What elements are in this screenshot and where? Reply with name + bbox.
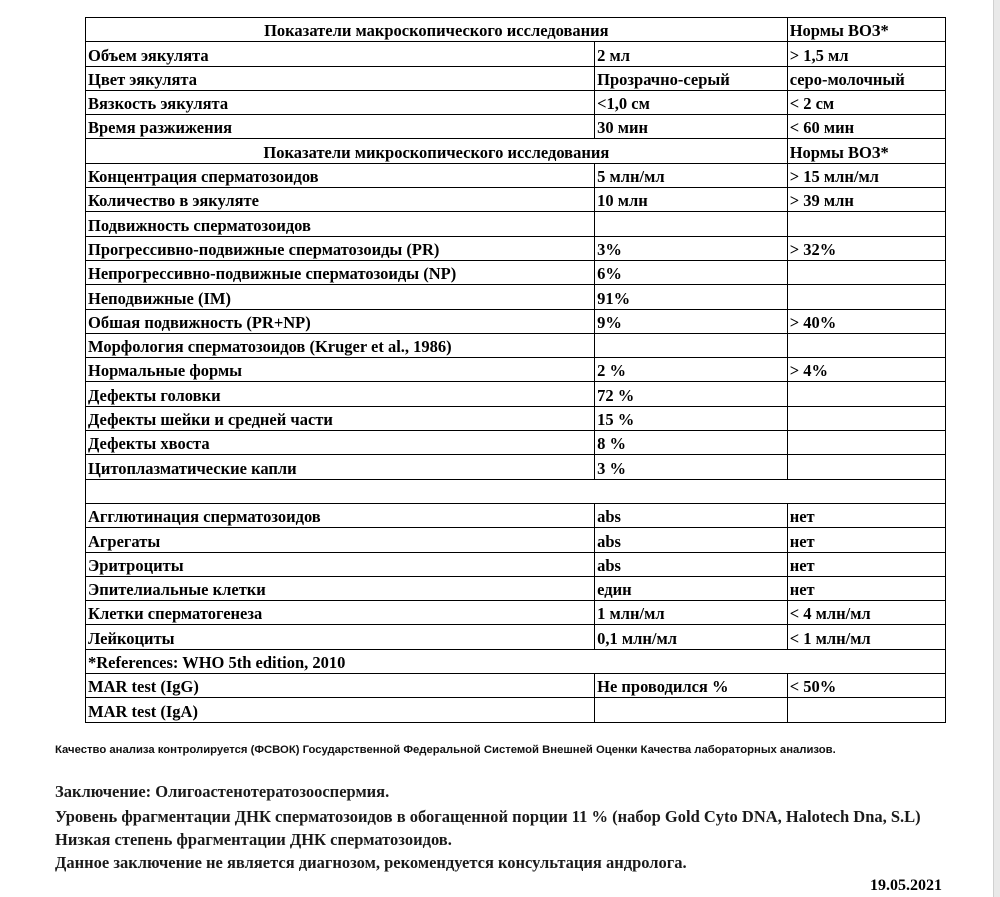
table-row bbox=[86, 212, 946, 236]
table-cell: Дефекты головки bbox=[86, 382, 595, 406]
table-row bbox=[86, 601, 946, 625]
table-cell: Дефекты хвоста bbox=[86, 431, 595, 455]
table-cell: abs bbox=[595, 503, 788, 527]
table-cell: < 1 млн/мл bbox=[787, 625, 945, 649]
table-cell: Нормальные формы bbox=[86, 358, 595, 382]
table-row bbox=[86, 698, 946, 722]
table-cell: < 50% bbox=[787, 674, 945, 698]
table-cell bbox=[787, 212, 945, 236]
table-cell: Количество в эякуляте bbox=[86, 188, 595, 212]
table-cell: <1,0 см bbox=[595, 90, 788, 114]
table-cell: Подвижность сперматозоидов bbox=[86, 212, 595, 236]
table-cell bbox=[787, 382, 945, 406]
table-cell: Вязкость эякулята bbox=[86, 90, 595, 114]
table-row bbox=[86, 333, 946, 357]
disclaimer: Данное заключение не является диагнозом, рекомендуется консультация андролога. bbox=[55, 853, 687, 872]
table-cell bbox=[595, 698, 788, 722]
table-cell: 1 млн/мл bbox=[595, 601, 788, 625]
table-row bbox=[86, 188, 946, 212]
table-cell: серо-молочный bbox=[787, 66, 945, 90]
table-cell: MAR test (IgA) bbox=[86, 698, 595, 722]
table-cell: > 32% bbox=[787, 236, 945, 260]
table-cell: 5 млн/мл bbox=[595, 163, 788, 187]
conclusion: Заключение: Олигоастенотератозооспермия. bbox=[55, 782, 390, 801]
table-cell: Дефекты шейки и средней части bbox=[86, 406, 595, 430]
table-cell: Непрогрессивно-подвижные сперматозоиды (NP) bbox=[86, 260, 595, 284]
table-cell: Клетки сперматогенеза bbox=[86, 601, 595, 625]
table-cell: Морфология сперматозоидов (Kruger et al., 1986) bbox=[86, 333, 595, 357]
table-cell: 91% bbox=[595, 285, 788, 309]
table-row bbox=[86, 503, 946, 527]
table-cell: 10 млн bbox=[595, 188, 788, 212]
table-cell: 8 % bbox=[595, 431, 788, 455]
table-row bbox=[86, 552, 946, 576]
table-row bbox=[86, 139, 946, 163]
table-cell: нет bbox=[787, 552, 945, 576]
table-cell: Эпителиальные клетки bbox=[86, 576, 595, 600]
table-cell: *References: WHO 5th edition, 2010 bbox=[86, 649, 946, 673]
table-cell: Цвет эякулята bbox=[86, 66, 595, 90]
table-cell bbox=[787, 406, 945, 430]
table-cell: Обшая подвижность (PR+NP) bbox=[86, 309, 595, 333]
table-cell: MAR test (IgG) bbox=[86, 674, 595, 698]
table-cell: Нормы ВОЗ* bbox=[787, 18, 945, 42]
table-row bbox=[86, 236, 946, 260]
table-cell: Эритроциты bbox=[86, 552, 595, 576]
table-cell: Нормы ВОЗ* bbox=[787, 139, 945, 163]
report-date: 19.05.2021 bbox=[870, 877, 942, 894]
table-cell: > 15 млн/мл bbox=[787, 163, 945, 187]
table-row bbox=[86, 285, 946, 309]
table-cell: 2 % bbox=[595, 358, 788, 382]
table-row bbox=[86, 382, 946, 406]
table-row bbox=[86, 455, 946, 479]
table-cell: Агрегаты bbox=[86, 528, 595, 552]
table-cell bbox=[787, 431, 945, 455]
table-cell: нет bbox=[787, 528, 945, 552]
table-cell: Лейкоциты bbox=[86, 625, 595, 649]
table-cell: 0,1 млн/мл bbox=[595, 625, 788, 649]
table-cell: Прогрессивно-подвижные сперматозоиды (PR) bbox=[86, 236, 595, 260]
table-row bbox=[86, 260, 946, 284]
table-cell: един bbox=[595, 576, 788, 600]
table-cell bbox=[787, 455, 945, 479]
table-body bbox=[86, 18, 946, 723]
table-cell: > 1,5 мл bbox=[787, 42, 945, 66]
table-cell: нет bbox=[787, 503, 945, 527]
table-row bbox=[86, 163, 946, 187]
table-cell: 3% bbox=[595, 236, 788, 260]
table-cell bbox=[787, 285, 945, 309]
table-row bbox=[86, 309, 946, 333]
table-row bbox=[86, 479, 946, 503]
table-cell: Агглютинация сперматозоидов bbox=[86, 503, 595, 527]
table-cell: Концентрация сперматозоидов bbox=[86, 163, 595, 187]
table-row bbox=[86, 18, 946, 42]
table-cell: Не проводился % bbox=[595, 674, 788, 698]
table-cell: < 4 млн/мл bbox=[787, 601, 945, 625]
table-cell: Цитоплазматические капли bbox=[86, 455, 595, 479]
table-cell bbox=[787, 333, 945, 357]
table-row bbox=[86, 42, 946, 66]
table-row bbox=[86, 431, 946, 455]
table-cell: 3 % bbox=[595, 455, 788, 479]
table-cell: Показатели микроскопического исследования bbox=[86, 139, 788, 163]
table-row bbox=[86, 406, 946, 430]
table-row bbox=[86, 90, 946, 114]
semen-analysis-table bbox=[85, 17, 946, 723]
table-cell: Объем эякулята bbox=[86, 42, 595, 66]
table-cell bbox=[595, 333, 788, 357]
table-cell: Прозрачно-серый bbox=[595, 66, 788, 90]
table-cell: Показатели макроскопического исследования bbox=[86, 18, 788, 42]
table-cell: > 39 млн bbox=[787, 188, 945, 212]
table-row bbox=[86, 674, 946, 698]
table-cell: 2 мл bbox=[595, 42, 788, 66]
table-cell bbox=[787, 698, 945, 722]
page-edge bbox=[993, 0, 1000, 897]
table-cell: 6% bbox=[595, 260, 788, 284]
table-cell: 9% bbox=[595, 309, 788, 333]
table-row bbox=[86, 625, 946, 649]
table-cell bbox=[86, 479, 946, 503]
table-row bbox=[86, 649, 946, 673]
table-cell: Время разжижения bbox=[86, 115, 595, 139]
table-cell bbox=[595, 212, 788, 236]
table-cell: > 4% bbox=[787, 358, 945, 382]
table-row bbox=[86, 115, 946, 139]
table-cell: abs bbox=[595, 528, 788, 552]
table-row bbox=[86, 66, 946, 90]
table-cell: > 40% bbox=[787, 309, 945, 333]
table-cell: abs bbox=[595, 552, 788, 576]
table-cell: нет bbox=[787, 576, 945, 600]
table-cell bbox=[787, 260, 945, 284]
table-cell: 15 % bbox=[595, 406, 788, 430]
quality-control-note: Качество анализа контролируется (ФСВОК) Государственной Федеральной Системой Внешней Оценки Качества лабораторных анализов. bbox=[55, 744, 836, 756]
table-row bbox=[86, 528, 946, 552]
table-cell: 30 мин bbox=[595, 115, 788, 139]
table-row bbox=[86, 358, 946, 382]
table-cell: < 2 см bbox=[787, 90, 945, 114]
table-row bbox=[86, 576, 946, 600]
table-cell: Неподвижные (IM) bbox=[86, 285, 595, 309]
table-cell: < 60 мин bbox=[787, 115, 945, 139]
dna-fragmentation-text: Уровень фрагментации ДНК сперматозоидов в обогащенной порции 11 % (набор Gold Cyto DNA, Halotech Dna, S.L) Низкая степень фрагментации ДНК сперматозоидов. bbox=[55, 807, 921, 849]
table-cell: 72 % bbox=[595, 382, 788, 406]
